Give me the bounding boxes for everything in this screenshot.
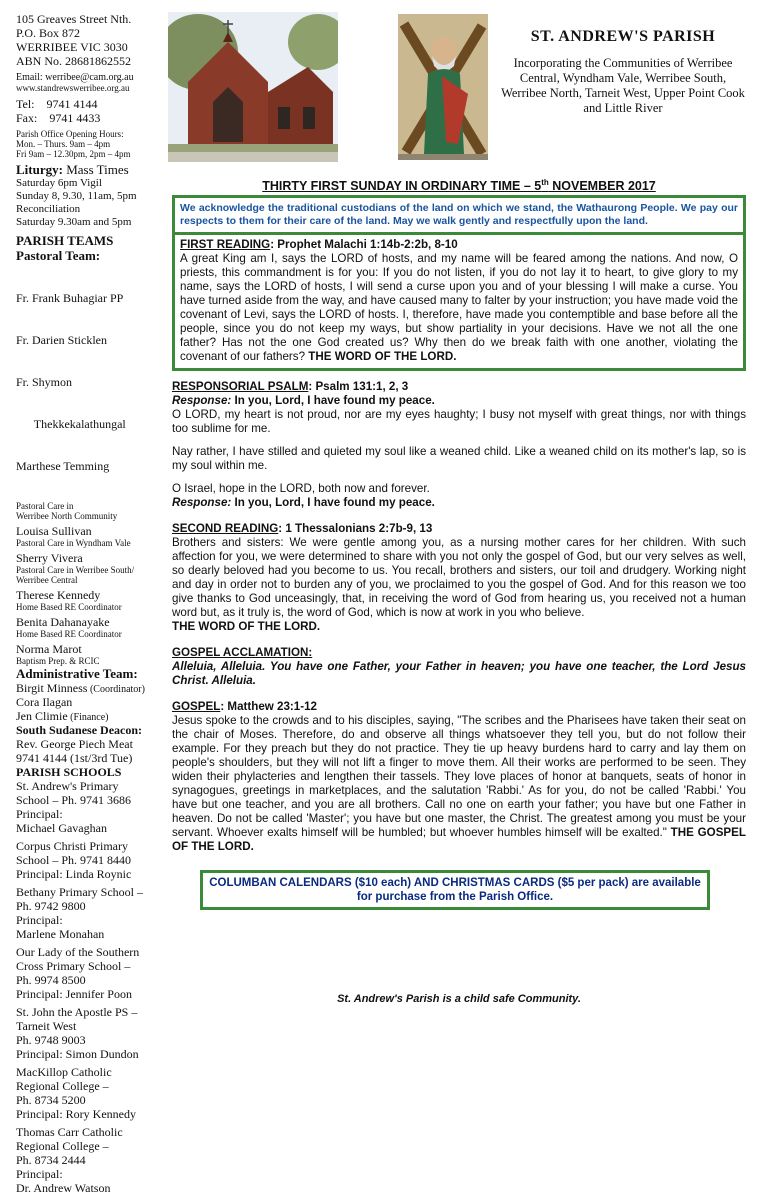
second-reading-end: THE WORD OF THE LORD.: [172, 620, 321, 634]
school-mackillop: MacKillop Catholic Regional College – Ph. 8734 5200 Principal: Rory Kennedy: [16, 1065, 136, 1121]
gospel-text: Jesus spoke to the crowds and to his disciples, saying, "The scribes and the Pharisees have taken their seat on the chair of Moses. Therefore, do and observe all things whatsoever they tell you, but do not follow their example. For they preach but they do not practice. They tie up heavy burdens hard to carry and lay them on people's shoulders, but they will not lift a finger to move them. All their works are performed to be seen. They widen their phylacteries and lengthen their tassels. They love places of honor at banquets, seats of honor in synagogues, greetings in marketplaces, and the salutation 'Rabbi.' As for you, do not be called 'Rabbi.' You have but one teacher, and you are all brothers. Call no one on earth your father; you have but one Father in heaven. Do not be called 'Master'; you have but one master, the Christ. The greatest among you must be your servant. Whoever exalts himself will be humbled; but whoever humbles himself will be exalted." THE GOSPEL OF THE LORD.: [172, 714, 746, 854]
psalm-heading: RESPONSORIAL PSALM: Psalm 131:1, 2, 3: [172, 380, 409, 394]
telephone: Tel: 9741 4144: [16, 97, 98, 111]
address: 105 Greaves Street Nth. P.O. Box 872 WERRIBEE VIC 3030 ABN No. 28681862552: [16, 12, 132, 68]
teams-heading: PARISH TEAMS: [16, 233, 114, 248]
psalm-verse-3: O Israel, hope in the LORD, both now and forever.: [172, 482, 430, 496]
calendar-notice: COLUMBAN CALENDARS ($10 each) AND CHRISTMAS CARDS ($5 per pack) are available for purchase from the Parish Office.: [200, 870, 710, 910]
main-content: [172, 170, 746, 910]
sunday-title: THIRTY FIRST SUNDAY IN ORDINARY TIME – 5th NOVEMBER 2017: [262, 178, 656, 194]
footer-note: St. Andrew's Parish is a child safe Community.: [337, 993, 581, 1005]
first-reading-text: A great King am I, says the LORD of hosts, and my name will be feared among the nations. And now, O priests, this commandment is for you: If you do not listen, if you do not lay it to heart, to give glory to my name, says the LORD of hosts, I will send a curse upon you and of your blessing I will make a curse. You have turned aside from the way, and have caused many to falter by your instruction; you have made void the covenant of Levi, says the LORD of hosts. I, therefore, have made you contemptible and base before all the people, since you do not keep my ways, but show partiality in your decisions. Have we not all the one father? Has not the one God created us? Why then do we break faith with one another, violating the covenant of our fathers? THE WORD OF THE LORD.: [180, 252, 738, 364]
acclamation-heading: GOSPEL ACCLAMATION:: [172, 646, 313, 660]
psalm-response-end: Response: In you, Lord, I have found my peace.: [172, 496, 435, 510]
saint-andrew-image: [398, 14, 488, 160]
school-corpus-christi: Corpus Christi Primary School – Ph. 9741 8440 Principal: Linda Roynic: [16, 839, 132, 881]
acknowledgement-box: [172, 195, 746, 235]
liturgy-heading: Liturgy: Mass Times: [16, 162, 129, 177]
mass-times: Saturday 6pm Vigil Sunday 8, 9.30, 11am, 5pm Reconciliation Saturday 9.30am and 5pm: [16, 177, 137, 228]
parish-title: ST. ANDREW'S PARISH: [530, 28, 716, 45]
parish-subtitle: Incorporating the Communities of Werribee Central, Wyndham Vale, Werribee South, Werribee North, Tarneit West, Upper Point Cook and Little River: [501, 56, 745, 115]
psalm-response: Response: In you, Lord, I have found my peace.: [172, 394, 435, 408]
first-reading-box: [172, 235, 746, 371]
gospel-heading: GOSPEL: Matthew 23:1-12: [172, 700, 317, 714]
school-thomas-carr: Thomas Carr Catholic Regional College – Ph. 8734 2444 Principal: Dr. Andrew Watson: [16, 1125, 123, 1195]
fax: Fax: 9741 4433: [16, 111, 101, 125]
acclamation-text: Alleluia, Alleluia. You have one Father, your Father in heaven; you have one teacher, the Lord Jesus Christ. Alleluia.: [172, 660, 746, 688]
school-st-andrews: St. Andrew's Primary School – Ph. 9741 3686 Principal: Michael Gavaghan: [16, 779, 132, 835]
school-bethany: Bethany Primary School – Ph. 9742 9800 Principal: Marlene Monahan: [16, 885, 143, 941]
admin-heading: Administrative Team:: [16, 666, 138, 681]
second-reading-text: Brothers and sisters: We were gentle among you, as a nursing mother cares for her children. With such affection for you, we were determined to share with you not only the gospel of God, but our very selves as well, so dearly beloved had you become to us. You recall, brothers and sisters, our toil and drudgery. Working night and day in order not to burden any of you, we proclaimed to you the gospel of God. And for this reason we too give thanks to God unceasingly, that, in receiving the word of God from hearing us, you received not a human word but, as it truly is, the word of God, which is now at work in you who believe.: [172, 536, 746, 620]
psalm-verse-2: Nay rather, I have stilled and quieted my soul like a weaned child. Like a weaned child on its mother's lap, so is my soul within me.: [172, 445, 746, 473]
school-our-lady: Our Lady of the Southern Cross Primary School – Ph. 9974 8500 Principal: Jennifer Poon: [16, 945, 140, 1001]
psalm-verse-1: O LORD, my heart is not proud, nor are my eyes haughty; I busy not myself with great things, nor with things too sublime for me.: [172, 408, 746, 436]
school-list: [16, 779, 166, 1195]
office-hours: Parish Office Opening Hours: Mon. – Thurs. 9am – 4pm Fri 9am – 12.30pm, 2pm – 4pm: [16, 129, 131, 159]
pastoral-team: Fr. Frank Buhagiar PP Fr. Darien Sticklen Fr. Shymon Thekkekalathungal Marthese Temming: [16, 291, 126, 473]
email[interactable]: Email: werribee@cam.org.au: [16, 72, 134, 83]
pastoral-heading: Pastoral Team:: [16, 248, 101, 263]
acknowledgement: We acknowledge the traditional custodians of the land on which we stand, the Wathaurong People. We pay our respects to them for their care of the land. May we walk gently and respectfully upon the land.: [180, 202, 738, 228]
first-reading-heading: FIRST READING: Prophet Malachi 1:14b-2:2b, 8-10: [180, 238, 458, 252]
sidebar: 105 Greaves Street Nth. P.O. Box 872 WERRIBEE VIC 3030 ABN No. 28681862552 Email: werribee@cam.org.au www.standrewswerribee.org.au Tel: 9741 4144 Fax: 9741 4433 Parish Office Opening Hours: Mon. – Thurs. 9am – 4pm Fri 9am – 12.30pm, 2pm – 4pm Liturgy: Mass Times Saturday 6pm Vigil Sunday 8, 9.30, 11am, 5pm Reconciliation Saturday 9.30am and 5pm PARISH TEAMS Pastoral Team: Fr. Frank Buhagiar PP Fr. Darien Sticklen Fr. Shymon Thekkekalathungal Marthese Temming Pastoral Care in Werribee North Community Louisa Sullivan Pastoral Care in Wyndham Vale Sherry Vivera Pastoral Care in Werribee South/ Werribee Central Therese Kennedy Home Based RE Coordinator Benita Dahanayake Home Based RE Coordinator Norma Marot Baptism Prep. & RCIC Administrative Team: Birgit Minness (Coordinator) Cora Ilagan Jen Climie (Finance) South Sudanese Deacon: Rev. George Piech Meat 9741 4144 (1st/3rd Tue) PARISH SCHOOLS St. Andrew's Primary School – Ph. 9741 3686 Principal: Michael Gavaghan Corpus Christi Primary School – Ph. 9741 8440 Principal: Linda Roynic Bethany Primary School – Ph. 9742 9800 Principal: Marlene Monahan Our Lady of the Southern Cross Primary School – Ph. 9974 8500 Principal: Jennifer Poon St. John the Apostle PS – Tarneit West Ph. 9748 9003 Principal: Simon Dundon MacKillop Catholic Regional College – Ph. 8734 5200 Principal: Rory Kennedy Thomas Carr Catholic Regional College – Ph. 8734 2444 Principal: Dr. Andrew Watson: [16, 12, 166, 1195]
website[interactable]: www.standrewswerribee.org.au: [16, 83, 130, 93]
church-image: [168, 12, 338, 162]
school-st-john: St. John the Apostle PS – Tarneit West Ph. 9748 9003 Principal: Simon Dundon: [16, 1005, 139, 1061]
deacon-heading: South Sudanese Deacon:: [16, 723, 143, 737]
schools-heading: PARISH SCHOOLS: [16, 765, 122, 779]
second-reading-heading: SECOND READING: 1 Thessalonians 2:7b-9, 13: [172, 522, 433, 536]
